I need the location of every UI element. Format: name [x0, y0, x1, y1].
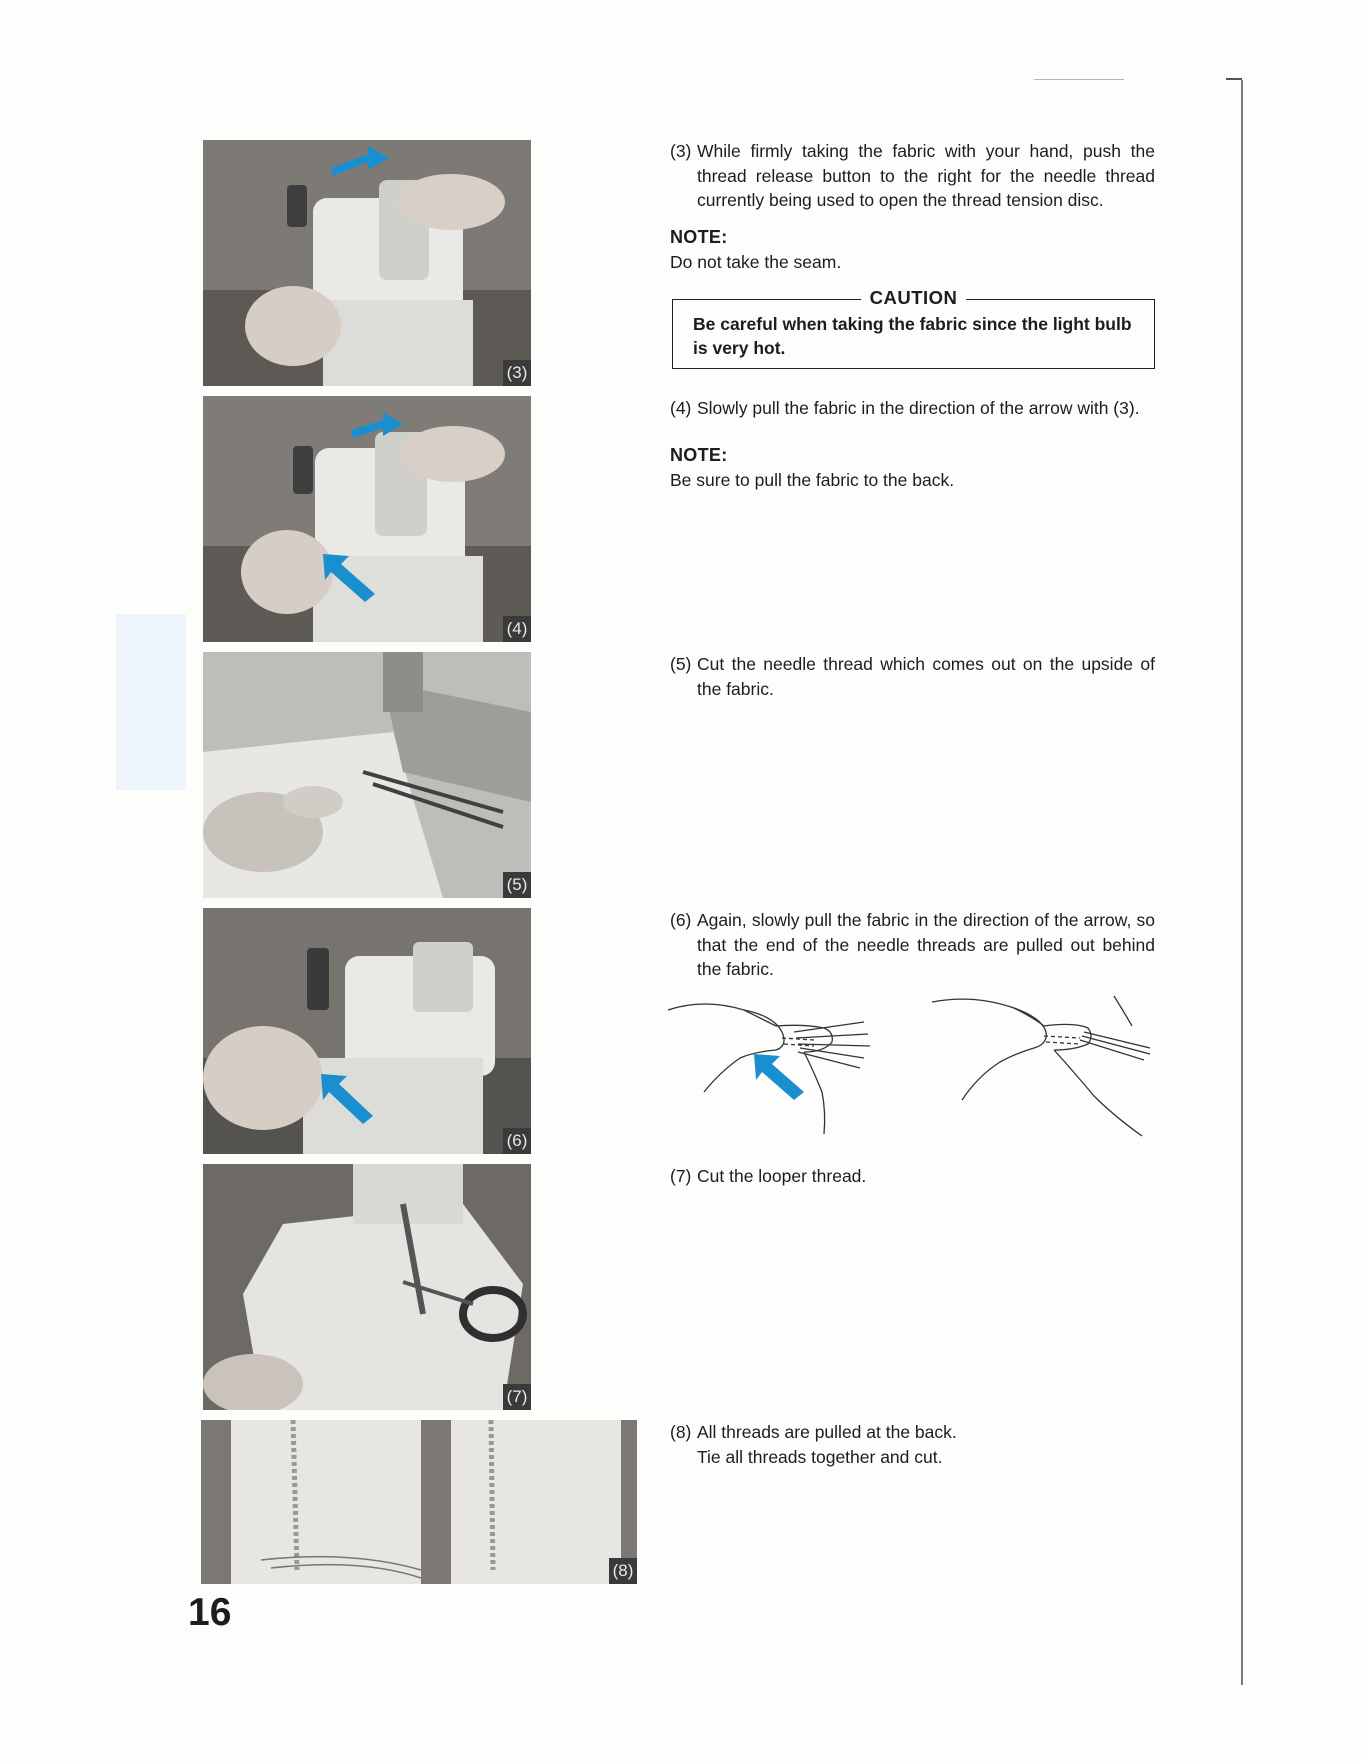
caution-text: Be careful when taking the fabric since the light bulb is very hot.: [693, 314, 1132, 358]
note-text: Be sure to pull the fabric to the back.: [670, 470, 955, 490]
step-number: (8): [670, 1422, 692, 1442]
illustration-pull-fabric-left: [664, 992, 904, 1142]
side-tab-shading: [116, 614, 186, 790]
step-number: (5): [670, 654, 692, 674]
note-heading: NOTE:: [670, 227, 728, 247]
page-edge-tick: [1226, 78, 1242, 80]
step-text: Cut the looper thread.: [697, 1166, 867, 1186]
photo-tag: (7): [503, 1384, 531, 1410]
illustration-pull-fabric-right: [924, 992, 1154, 1142]
photo-tag: (3): [503, 360, 531, 386]
photo-tag: (8): [609, 1558, 637, 1584]
top-rule: [1034, 79, 1124, 80]
photo-tag: (6): [503, 1128, 531, 1154]
note-text: Do not take the seam.: [670, 252, 842, 272]
caution-title: CAUTION: [861, 287, 967, 309]
step-text: While firmly taking the fabric with your hand, push the thread release button to the right for the needle thread currently being used to open the thread tension disc.: [697, 141, 1155, 210]
step-5: [670, 652, 1155, 701]
photo-step-3: [203, 140, 531, 386]
page-edge-line: [1241, 80, 1243, 1685]
step-text: Again, slowly pull the fabric in the direction of the arrow, so that the end of the needle threads are pulled out behind the fabric.: [697, 910, 1155, 979]
page-number: 16: [188, 1591, 232, 1634]
step-6: [670, 908, 1155, 982]
photo-step-8: [201, 1420, 637, 1584]
photo-step-7: [203, 1164, 531, 1410]
step-text: Slowly pull the fabric in the direction of the arrow with (3).: [697, 398, 1140, 418]
step-text: Cut the needle thread which comes out on the upside of the fabric.: [697, 654, 1155, 699]
photo-step-4: [203, 396, 531, 642]
step-4: [670, 396, 1155, 421]
step-text-line-1: All threads are pulled at the back.: [697, 1422, 957, 1442]
photo-step-5: [203, 652, 531, 898]
step-number: (4): [670, 398, 692, 418]
photo-tag: (5): [503, 872, 531, 898]
step-3: [670, 139, 1155, 213]
step-text-line-2: Tie all threads together and cut.: [697, 1446, 943, 1467]
step-number: (7): [670, 1166, 692, 1186]
step-7: [670, 1164, 1155, 1189]
step-number: (6): [670, 910, 692, 930]
note-heading: NOTE:: [670, 445, 728, 465]
caution-box: [672, 287, 1155, 369]
photo-tag: (4): [503, 616, 531, 642]
step-8: [670, 1420, 1155, 1469]
photo-step-6: [203, 908, 531, 1154]
step-number: (3): [670, 141, 692, 161]
